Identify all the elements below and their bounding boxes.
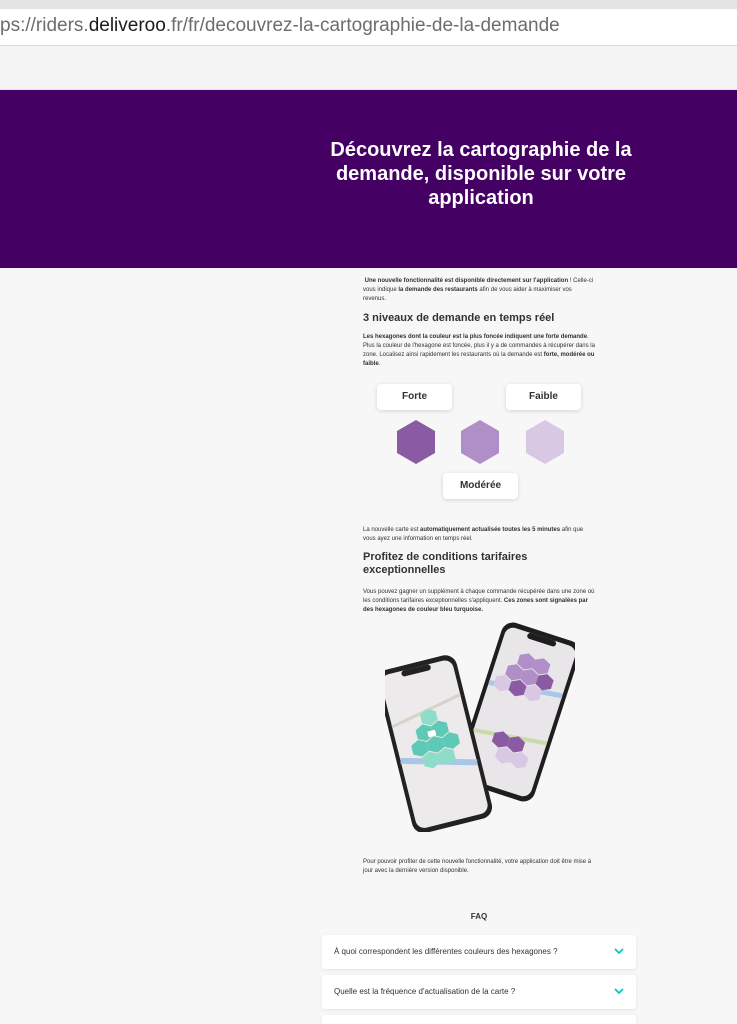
hexagon-moderee xyxy=(461,420,499,464)
url-text[interactable]: ps://riders.deliveroo.fr/fr/decouvrez-la-cartographie-de-la-demande xyxy=(0,15,560,36)
chevron-down-icon[interactable] xyxy=(612,944,626,958)
faq-question: À quoi correspondent les différentes couleurs des hexagones ? xyxy=(334,947,558,956)
section-heading-pricing: Profitez de conditions tarifaires exceptionnelles xyxy=(363,551,528,576)
browser-tab-strip xyxy=(0,0,737,9)
faq-item-colors[interactable] xyxy=(322,935,636,969)
levels-paragraph: Les hexagones dont la couleur est la plus foncée indiquent une forte demande. Plus la couleur de l'hexagone est foncée, plus il y a de commandes à récupérer dans la zone. Localisez ainsi rapidement les restaurants où la demande est forte, modérée ou faible. xyxy=(363,334,595,367)
faq-item-frequency[interactable] xyxy=(322,975,636,1009)
footer-note: Pour pouvoir profiter de cette nouvelle fonctionnalité, votre application doit être mise à jour avec la dernière version disponible. xyxy=(363,859,592,874)
faq-question: Quelle est la fréquence d'actualisation de la carte ? xyxy=(334,987,516,996)
phones-image xyxy=(385,622,575,832)
chevron-down-icon[interactable] xyxy=(612,984,626,998)
hero-banner xyxy=(0,90,737,268)
level-label-faible: Faible xyxy=(506,384,581,410)
section-heading-levels: 3 niveaux de demande en temps réel xyxy=(363,312,555,324)
page-title: Découvrez la cartographie de la demande, disponible sur votre application xyxy=(330,139,632,209)
intro-paragraph: Une nouvelle fonctionnalité est disponible directement sur l'application ! Celle-ci vous indique la demande des restaurants afin de vous aider à maximiser vos revenus. xyxy=(363,278,594,302)
level-label-moderee: Modérée xyxy=(443,473,518,499)
phones-illustration xyxy=(385,622,575,832)
hexagon-forte xyxy=(397,420,435,464)
update-paragraph: La nouvelle carte est automatiquement actualisée toutes les 5 minutes afin que vous ayez une information en temps réel. xyxy=(363,527,584,542)
pricing-paragraph: Vous pouvez gagner un supplément à chaque commande récupérée dans une zone où les conditions tarifaires exceptionnelles s'appliquent. Ces zones sont signalées par des hexagones de couleur bleu turquoise. xyxy=(363,589,595,613)
level-label-forte: Forte xyxy=(377,384,452,410)
site-header xyxy=(0,47,737,90)
hexagon-faible xyxy=(526,420,564,464)
faq-item-next[interactable] xyxy=(322,1015,636,1024)
address-bar[interactable] xyxy=(0,9,737,46)
faq-title: FAQ xyxy=(470,912,488,921)
